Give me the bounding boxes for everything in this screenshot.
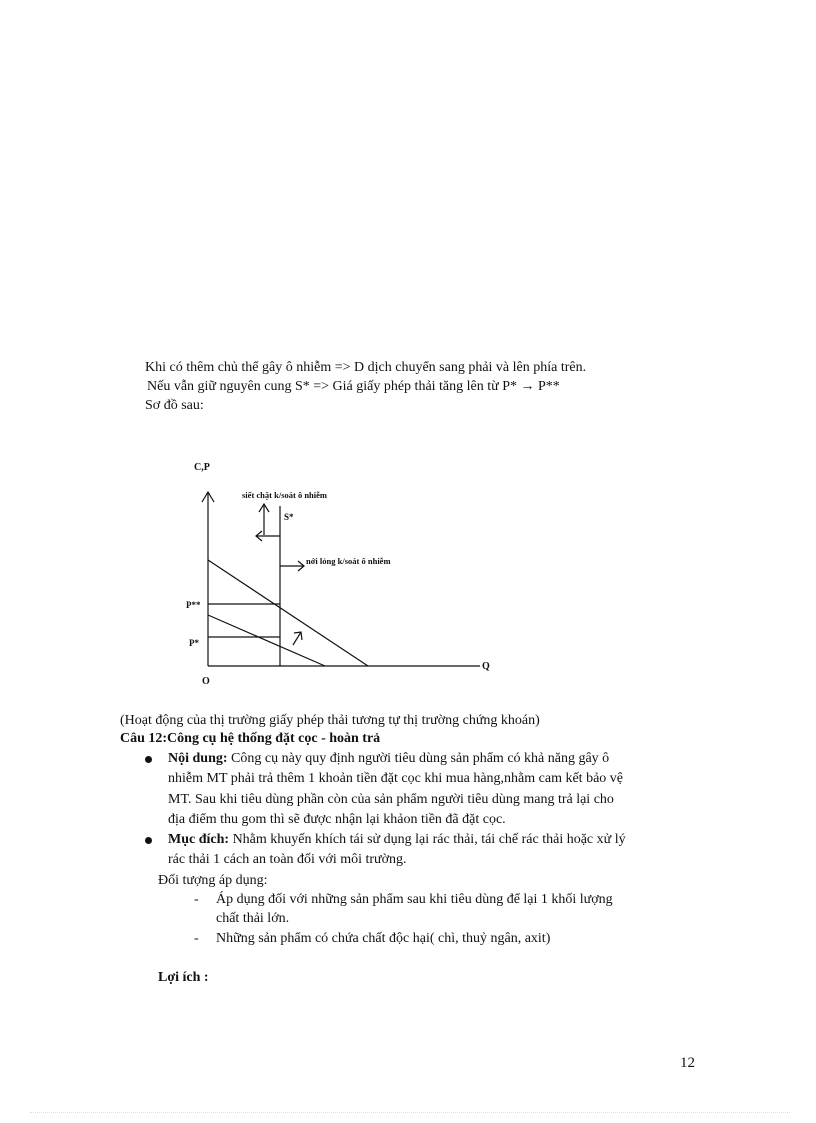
apply-item-1-line-1: Áp dụng đối với những sản phẩm sau khi tiêu dùng để lại 1 khối lượng bbox=[216, 892, 613, 907]
bullet-dot bbox=[145, 837, 152, 844]
loosen-label: nới lỏng k/soát ô nhiễm bbox=[306, 556, 391, 566]
diagram-caption: (Hoạt động của thị trường giấy phép thải tương tự thị trường chứng khoán) bbox=[120, 713, 540, 728]
supply-label: S* bbox=[284, 512, 294, 522]
tighten-label: siết chặt k/soát ô nhiễm bbox=[242, 490, 327, 500]
purpose-line-1: Mục đích: Nhằm khuyến khích tái sử dụng lại rác thải, tái chế rác thải hoặc xử lý bbox=[168, 832, 626, 847]
page-number: 12 bbox=[680, 1055, 695, 1071]
benefits-label: Lợi ích : bbox=[158, 970, 209, 985]
intro-line-1: Khi có thêm chủ thể gây ô nhiễm => D dịch chuyển sang phải và lên phía trên. bbox=[145, 360, 587, 375]
purpose-line-2: rác thải 1 cách an toàn đối với môi trường. bbox=[168, 852, 407, 867]
price-high-label: P** bbox=[186, 600, 201, 610]
price-low-label: P* bbox=[189, 638, 199, 648]
content-label: Nội dung: bbox=[168, 751, 228, 766]
demand-shift-arrow bbox=[293, 632, 301, 645]
applies-heading: Đối tượng áp dụng: bbox=[158, 873, 268, 888]
content-line-4: địa điểm thu gom thì sẽ được nhận lại khảon tiền đã đặt cọc. bbox=[168, 812, 506, 827]
intro-line-3: Sơ đồ sau: bbox=[145, 398, 204, 413]
section-heading: Câu 12:Công cụ hệ thống đặt cọc - hoàn trả bbox=[120, 731, 381, 746]
origin-label: O bbox=[202, 676, 210, 687]
permit-market-diagram bbox=[180, 440, 510, 690]
content-line-3: MT. Sau khi tiêu dùng phần còn của sản phẩm người tiêu dùng mang trả lại cho bbox=[168, 792, 614, 807]
content-line-1: Nội dung: Công cụ này quy định người tiêu dùng sản phẩm có khả năng gây ô bbox=[168, 751, 610, 766]
content-line-2: nhiễm MT phải trả thêm 1 khoản tiền đặt cọc khi mua hàng,nhằm cam kết bảo vệ bbox=[168, 771, 623, 786]
y-axis-label: C,P bbox=[194, 462, 210, 473]
apply-item-2: Những sản phẩm có chứa chất độc hại( chì, thuỷ ngân, axit) bbox=[216, 931, 551, 946]
x-axis-label: Q bbox=[482, 661, 490, 672]
demand-curve-original bbox=[208, 615, 325, 666]
footer-divider bbox=[30, 1112, 790, 1113]
intro-line-2: Nếu vẫn giữ nguyên cung S* => Giá giấy phép thải tăng lên từ P* → P** bbox=[147, 379, 560, 394]
bullet-dot bbox=[145, 756, 152, 763]
dash-marker: - bbox=[194, 931, 199, 946]
purpose-label: Mục đích: bbox=[168, 832, 230, 847]
apply-item-1-line-2: chất thải lớn. bbox=[216, 911, 290, 926]
dash-marker: - bbox=[194, 892, 199, 907]
